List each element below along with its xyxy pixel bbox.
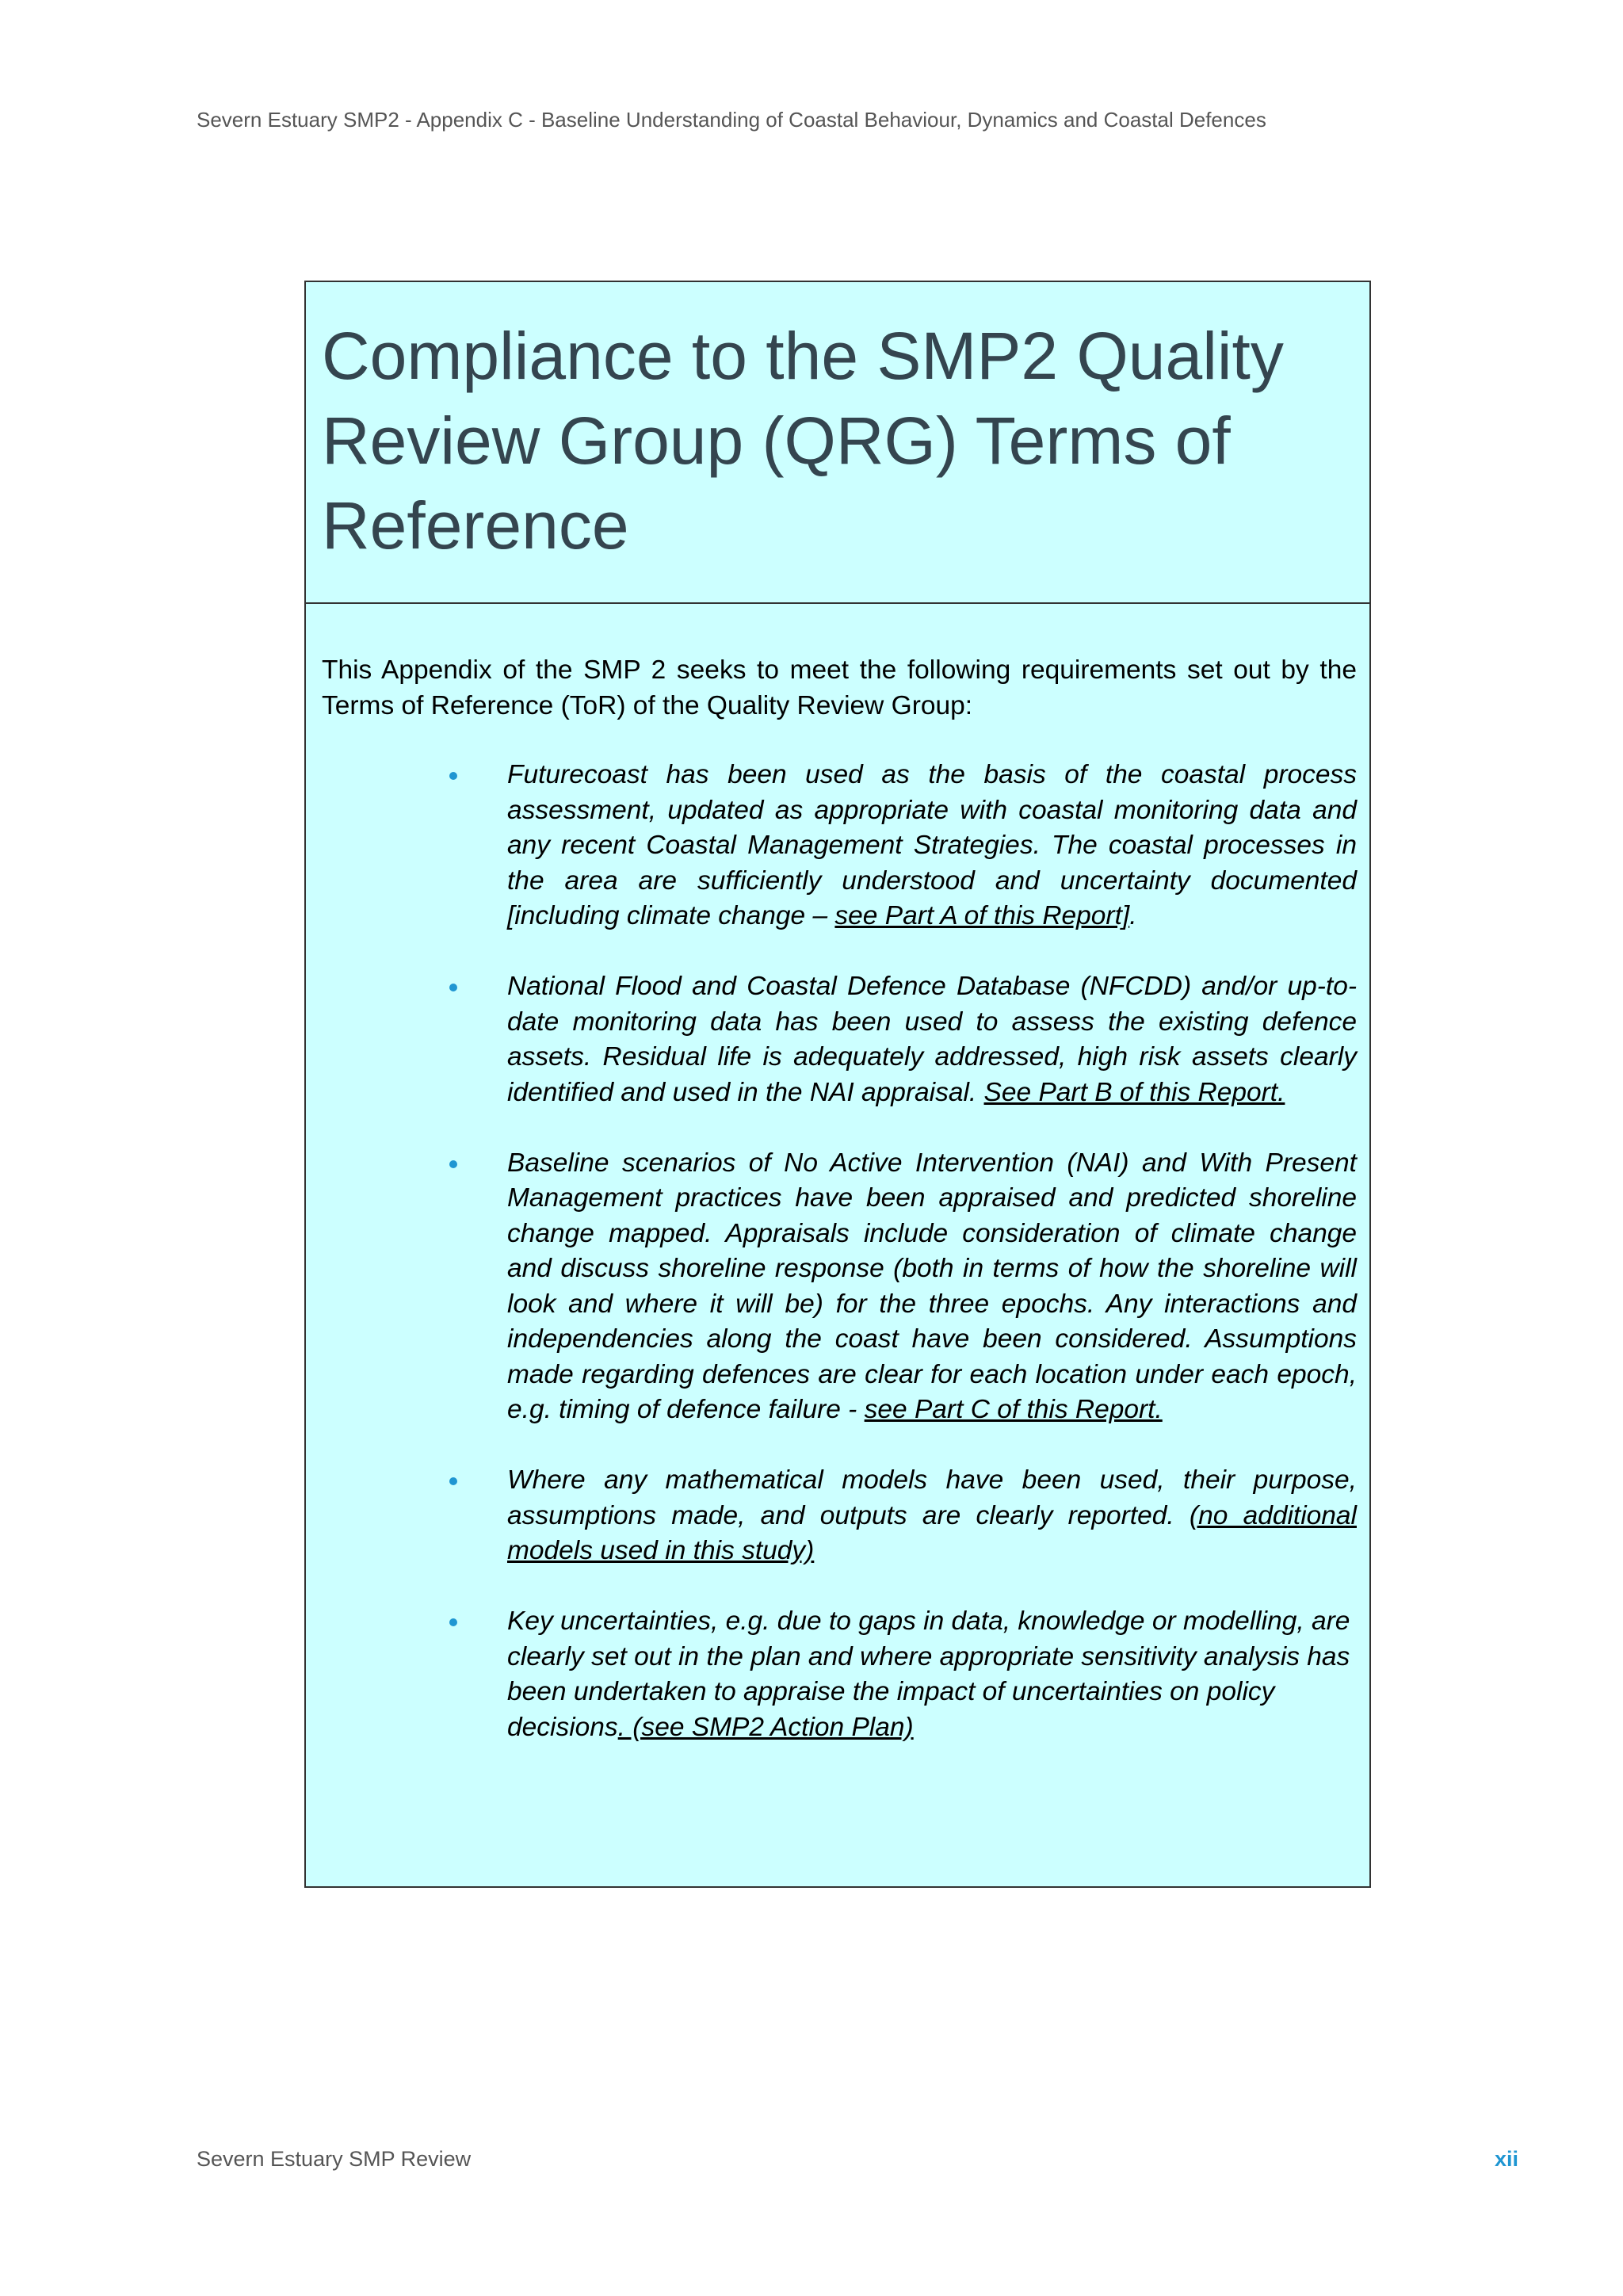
report-reference: (no additional models used in this study) — [507, 1500, 1357, 1565]
requirement-item — [507, 969, 1357, 1110]
requirements-list — [322, 758, 1357, 1745]
footer-title: Severn Estuary SMP Review — [197, 2147, 472, 2171]
requirement-text: Key uncertainties, e.g. due to gaps in data, knowledge or modelling, are clearly set out in the plan and where appropriate sensitivity analysis has been undertaken to appraise the impact of uncertainties on policy decisions — [507, 1606, 1350, 1742]
requirement-item — [507, 758, 1357, 934]
bullet-icon — [449, 1618, 457, 1626]
intro-paragraph: This Appendix of the SMP 2 seeks to meet the following requirements set out by the Terms of Reference (ToR) of the Quality Review Group: — [322, 655, 1357, 720]
bullet-icon — [449, 984, 457, 991]
bullet-icon — [449, 1160, 457, 1168]
bullet-icon — [449, 1477, 457, 1485]
requirement-tail: . — [1129, 901, 1137, 930]
requirement-item — [507, 1146, 1357, 1428]
box-title-section — [306, 282, 1369, 604]
requirement-text: Where any mathematical models have been used, their purpose, assumptions made, and outputs are clearly reported. — [507, 1465, 1357, 1530]
requirement-text: Futurecoast has been used as the basis of the coastal process assessment, updated as appropriate with coastal monitoring data and any recent Coastal Management Strategies. The coastal processes in the area are sufficiently understood and uncertainty documented [including climate change – — [507, 760, 1357, 930]
report-reference: see Part A of this Report] — [834, 901, 1130, 930]
requirement-text: Baseline scenarios of No Active Intervention (NAI) and With Present Management practices have been appraised and predicted shoreline change mapped. Appraisals include consideration of climate change and discuss shoreline response (both in terms of how the shoreline will look and where it will be) for the three epochs. Any interactions and independencies along the coast have been considered. Assumptions made regarding defences are clear for each location under each epoch, e.g. timing of defence failure - — [507, 1148, 1357, 1424]
running-header: Severn Estuary SMP2 - Appendix C - Baseline Understanding of Coastal Behaviour, Dynamics and Coastal Defences — [197, 108, 1266, 132]
requirement-item — [507, 1604, 1357, 1745]
qrg-compliance-box — [304, 281, 1371, 1888]
requirement-text: National Flood and Coastal Defence Database (NFCDD) and/or up-to-date monitoring data has been used to assess the existing defence assets. Residual life is adequately addressed, high risk assets clearly identified and used in the NAI appraisal. — [507, 972, 1357, 1107]
box-title: Compliance to the SMP2 Quality Review Group (QRG) Terms of Reference — [322, 319, 1284, 563]
report-reference: see Part C of this Report. — [864, 1395, 1163, 1424]
report-reference: . (see SMP2 Action Plan) — [617, 1712, 914, 1742]
box-body — [306, 604, 1369, 1745]
bullet-icon — [449, 772, 457, 780]
report-reference: See Part B of this Report. — [983, 1077, 1285, 1107]
page-number: xii — [1494, 2147, 1518, 2171]
requirement-item — [507, 1463, 1357, 1569]
